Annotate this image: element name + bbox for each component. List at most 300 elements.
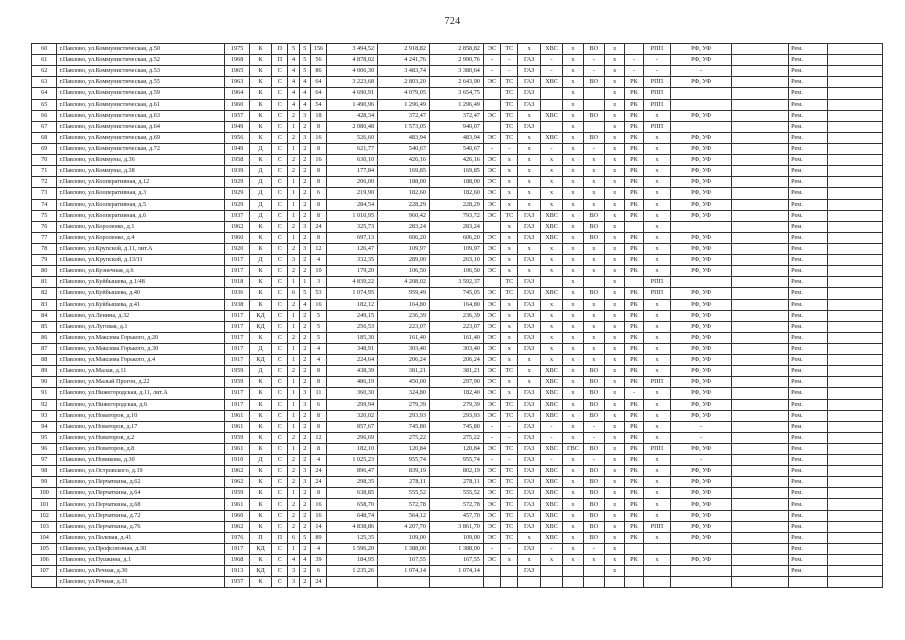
cell-u7: х [604,543,624,554]
cell-extra [827,477,882,488]
cell-addr: г.Павлово, ул.Полевая, д.41 [57,532,225,543]
cell-year: 1960 [225,232,249,243]
cell-floors: 4 [288,99,299,110]
cell-addr: г.Павлово, ул.Куйбышева, д.41 [57,299,225,310]
cell-u7: х [604,510,624,521]
cell-n: 64 [32,88,57,99]
cell-u1: ЭС [483,166,500,177]
cell-u11 [732,366,789,377]
cell-year: 1917 [225,310,249,321]
table-body [32,44,883,588]
cell-ent: 2 [299,377,310,388]
cell-floors: 2 [288,510,299,521]
cell-n: 98 [32,466,57,477]
cell-u3: х [518,143,540,154]
cell-wall: К [249,55,271,66]
cell-area_total: 428,34 [327,110,378,121]
table-row [32,355,883,366]
cell-u10: РФ, УФ [671,77,732,88]
cell-year: 1961 [225,410,249,421]
cell-wall: К [249,521,271,532]
cell-u9: х [643,243,670,254]
cell-u9: х [643,399,670,410]
cell-u5: х [563,199,583,210]
cell-ent: 2 [299,455,310,466]
cell-u8: РК [625,188,643,199]
cell-u11 [732,177,789,188]
cell-extra [827,77,882,88]
cell-state: Рем. [789,110,828,121]
cell-u5: х [563,221,583,232]
cell-u5: х [563,77,583,88]
cell-area_res: 297,90 [429,377,483,388]
cell-u6: - [583,66,604,77]
cell-u9: х [643,188,670,199]
cell-type: С [272,77,288,88]
cell-u2: ТС [501,488,518,499]
cell-area_res: 182,40 [429,388,483,399]
cell-area_living: 745,80 [378,421,430,432]
cell-u10: РФ, УФ [671,477,732,488]
cell-type: С [272,221,288,232]
cell-apts: 53 [310,288,326,299]
cell-state: Рем. [789,243,828,254]
cell-area_total: 360,30 [327,388,378,399]
cell-year: 1961 [225,499,249,510]
cell-year: 1965 [225,66,249,77]
cell-addr: г.Павлово, ул.Островского, д.19 [57,466,225,477]
cell-wall: КД [249,566,271,577]
cell-u3: ГАЗ [518,221,540,232]
cell-u5: х [563,488,583,499]
cell-area_res: 745,05 [429,288,483,299]
cell-u3: ГАЗ [518,499,540,510]
cell-floors: 4 [288,66,299,77]
table-row [32,110,883,121]
cell-u8: РК [625,488,643,499]
cell-extra [827,66,882,77]
cell-apts: 8 [310,143,326,154]
cell-floors: 3 [288,255,299,266]
cell-u3: ГАЗ [518,455,540,466]
cell-state: Рем. [789,310,828,321]
cell-type: С [272,310,288,321]
cell-year: 1968 [225,55,249,66]
cell-extra [827,255,882,266]
cell-u8: РК [625,421,643,432]
cell-u8: РК [625,499,643,510]
cell-addr: г.Павлово, ул.Коммунистическая, д.55 [57,77,225,88]
cell-year: 1937 [225,210,249,221]
cell-area_living: 426,16 [378,155,430,166]
cell-u9: х [643,255,670,266]
cell-u1: - [483,55,500,66]
cell-u3: ГАЗ [518,466,540,477]
cell-u5: х [563,243,583,254]
cell-n: 70 [32,155,57,166]
cell-u11 [732,66,789,77]
cell-u7: х [604,443,624,454]
cell-wall: К [249,121,271,132]
cell-extra [827,232,882,243]
cell-u4: - [540,432,562,443]
cell-u10 [671,566,732,577]
cell-u2: ТС [501,521,518,532]
cell-wall: К [249,266,271,277]
cell-u10: РФ, УФ [671,143,732,154]
cell-u11 [732,210,789,221]
cell-u3: х [518,555,540,566]
cell-area_res: 3 654,75 [429,88,483,99]
cell-ent: 2 [299,421,310,432]
cell-u4: х [540,199,562,210]
cell-area_living: 3 483,74 [378,66,430,77]
cell-u1: ЭС [483,332,500,343]
cell-extra [827,155,882,166]
cell-type: С [272,255,288,266]
cell-area_res: 167,55 [429,555,483,566]
cell-extra [827,566,882,577]
cell-year: 1938 [225,299,249,310]
cell-u8: РК [625,143,643,154]
cell-area_living: 540,67 [378,143,430,154]
cell-year: 1959 [225,366,249,377]
cell-u1: ЭС [483,443,500,454]
cell-u5: х [563,132,583,143]
cell-ent: 3 [299,110,310,121]
cell-type: С [272,277,288,288]
cell-extra [827,299,882,310]
cell-u7: х [604,366,624,377]
cell-u5: х [563,155,583,166]
cell-wall: КД [249,355,271,366]
cell-type: С [272,399,288,410]
cell-area_total: 320,02 [327,410,378,421]
cell-u6: х [583,166,604,177]
cell-u2: х [501,310,518,321]
cell-u6: ВО [583,44,604,55]
cell-u8: РК [625,132,643,143]
cell-u11 [732,432,789,443]
cell-addr: г.Павлово, ул.Перчаткина, д.68 [57,499,225,510]
cell-u7: х [604,555,624,566]
cell-u5: х [563,188,583,199]
cell-state: Рем. [789,288,828,299]
cell-u6: х [583,343,604,354]
cell-ent: 5 [299,55,310,66]
cell-area_res: 572,78 [429,499,483,510]
cell-u6 [583,277,604,288]
cell-u9: РПП [643,99,670,110]
cell-u6: ВО [583,132,604,143]
cell-wall: К [249,77,271,88]
cell-u4: ХВС [540,532,562,543]
cell-u10: РФ, УФ [671,310,732,321]
cell-u5: х [563,166,583,177]
cell-ent: 2 [299,255,310,266]
cell-area_living: 4 241,76 [378,55,430,66]
cell-extra [827,488,882,499]
cell-wall: Д [249,210,271,221]
cell-u3: ГАЗ [518,477,540,488]
cell-u5: х [563,110,583,121]
cell-wall: К [249,432,271,443]
cell-area_res: 802,19 [429,466,483,477]
cell-wall: КД [249,321,271,332]
cell-u3: ГАЗ [518,388,540,399]
cell-u7: х [604,155,624,166]
cell-addr: г.Павлово, ул.Перчаткина, д.64 [57,488,225,499]
cell-u9: РПП [643,77,670,88]
cell-n: 83 [32,299,57,310]
cell-apts: 16 [310,499,326,510]
table-row [32,199,883,210]
cell-u11 [732,399,789,410]
cell-u11 [732,421,789,432]
cell-floors: 1 [288,232,299,243]
cell-year: 1929 [225,188,249,199]
cell-n: 66 [32,110,57,121]
cell-u7: х [604,488,624,499]
cell-u6: - [583,432,604,443]
cell-u11 [732,377,789,388]
cell-area_total: 206,00 [327,177,378,188]
cell-wall: Д [249,255,271,266]
cell-ent: 3 [299,466,310,477]
cell-u8: - [625,55,643,66]
table-row [32,66,883,77]
cell-u2: ТС [501,499,518,510]
cell-area_living: 450,00 [378,377,430,388]
cell-u10: РФ, УФ [671,443,732,454]
cell-type: С [272,466,288,477]
cell-apts: 5 [310,310,326,321]
cell-type: С [272,143,288,154]
cell-type: С [272,66,288,77]
cell-u11 [732,499,789,510]
cell-area_living: 279,39 [378,399,430,410]
cell-extra [827,166,882,177]
cell-area_total: 3 223,68 [327,77,378,88]
cell-ent: 5 [299,44,310,55]
cell-u2: - [501,143,518,154]
cell-u1: - [483,543,500,554]
cell-area_living: 839,19 [378,466,430,477]
cell-u5: х [563,521,583,532]
cell-floors: 1 [288,421,299,432]
cell-u2: х [501,266,518,277]
cell-u6: ВО [583,532,604,543]
cell-extra [827,177,882,188]
table-row [32,332,883,343]
cell-u7: х [604,232,624,243]
table-row [32,443,883,454]
cell-u8: - [625,388,643,399]
cell-u10: РФ, УФ [671,332,732,343]
cell-apts: 6 [310,399,326,410]
cell-state: Рем. [789,566,828,577]
cell-extra [827,132,882,143]
table-row [32,266,883,277]
cell-area_total: 621,77 [327,143,378,154]
cell-u8: РК [625,166,643,177]
cell-type: С [272,99,288,110]
cell-u9: х [643,388,670,399]
cell-apts: 14 [310,521,326,532]
cell-u1: ЭС [483,410,500,421]
cell-state: Рем. [789,432,828,443]
cell-type: С [272,377,288,388]
table-row [32,466,883,477]
cell-u6: - [583,421,604,432]
cell-floors: 2 [288,455,299,466]
cell-n: 101 [32,499,57,510]
cell-u6 [583,566,604,577]
cell-u8: РК [625,199,643,210]
cell-u9: РПП [643,521,670,532]
table-row [32,299,883,310]
cell-state: Рем. [789,299,828,310]
cell-area_living: 324,80 [378,388,430,399]
cell-ent: 2 [299,177,310,188]
cell-addr: г.Павлово, ул.Крупской, д.13/11 [57,255,225,266]
cell-u5: х [563,332,583,343]
cell-u4: х [540,255,562,266]
cell-u8: РК [625,77,643,88]
cell-extra [827,443,882,454]
cell-floors: 1 [288,277,299,288]
cell-u11 [732,266,789,277]
cell-area_res: 223,07 [429,321,483,332]
cell-u2: х [501,321,518,332]
cell-u4: ХВС [540,366,562,377]
cell-floors: 2 [288,166,299,177]
cell-area_res: 2 643,90 [429,77,483,88]
cell-wall: К [249,155,271,166]
cell-state: Рем. [789,388,828,399]
cell-floors: 1 [288,321,299,332]
cell-apts: 24 [310,221,326,232]
cell-u11 [732,532,789,543]
cell-state: Рем. [789,99,828,110]
cell-u3: ГАЗ [518,566,540,577]
cell-addr: г.Павлово, ул.Максима Горького, д.20 [57,332,225,343]
cell-u4: х [540,299,562,310]
cell-apts: 24 [310,477,326,488]
cell-extra [827,366,882,377]
cell-extra [827,266,882,277]
cell-state: Рем. [789,210,828,221]
cell-area_living: 2 918,82 [378,44,430,55]
cell-u8: РК [625,321,643,332]
table-row [32,510,883,521]
cell-u1: ЭС [483,299,500,310]
cell-u3: х [518,44,540,55]
cell-u6: х [583,355,604,366]
cell-state: Рем. [789,521,828,532]
cell-type: С [272,555,288,566]
cell-u10 [671,277,732,288]
cell-area_total: 4 839,22 [327,277,378,288]
cell-type: С [272,332,288,343]
cell-u2: ТС [501,477,518,488]
cell-u1: ЭС [483,77,500,88]
cell-floors: 2 [288,332,299,343]
cell-u4: х [540,188,562,199]
cell-area_total: 184,95 [327,555,378,566]
cell-u4: х [540,266,562,277]
cell-u6 [583,577,604,588]
cell-u11 [732,510,789,521]
cell-u9: РПП [643,288,670,299]
cell-u11 [732,132,789,143]
cell-area_res: 555,52 [429,488,483,499]
cell-u1: - [483,143,500,154]
cell-area_res: 1 296,49 [429,99,483,110]
cell-addr: г.Павлово, ул.Речная, д.31 [57,577,225,588]
cell-type: С [272,477,288,488]
cell-u7: х [604,210,624,221]
cell-addr: г.Павлово, ул.Максима Горького, д.4 [57,355,225,366]
cell-year: 1913 [225,566,249,577]
cell-u1: ЭС [483,477,500,488]
cell-u2: - [501,55,518,66]
cell-type: С [272,88,288,99]
cell-u1: ЭС [483,488,500,499]
cell-area_res: 940,07 [429,121,483,132]
table-row [32,77,883,88]
cell-state: Рем. [789,488,828,499]
cell-u6: ВО [583,210,604,221]
cell-u8: РК [625,177,643,188]
cell-u7: х [604,266,624,277]
table-row [32,377,883,388]
cell-u9: х [643,432,670,443]
cell-area_total: 125,35 [327,532,378,543]
cell-u10: - [671,455,732,466]
cell-wall: Д [249,177,271,188]
cell-u8: РК [625,555,643,566]
cell-u3: ГАЗ [518,288,540,299]
cell-type: С [272,121,288,132]
cell-state: Рем. [789,221,828,232]
cell-addr: г.Павлово, ул.Коммунистическая, д.59 [57,88,225,99]
cell-u7: х [604,477,624,488]
cell-state: Рем. [789,188,828,199]
cell-area_total: 219,90 [327,188,378,199]
cell-addr: г.Павлово, ул.Кооперативная, д.5 [57,199,225,210]
cell-u2: х [501,188,518,199]
cell-floors: 1 [288,199,299,210]
cell-area_total: 1 074,95 [327,288,378,299]
cell-ent: 2 [299,443,310,454]
cell-floors: 1 [288,188,299,199]
cell-area_living: 167,55 [378,555,430,566]
cell-u4: х [540,155,562,166]
cell-year: 1917 [225,321,249,332]
cell-u1: ЭС [483,555,500,566]
cell-state: Рем. [789,466,828,477]
cell-area_total: 179,20 [327,266,378,277]
cell-u11 [732,477,789,488]
table-row [32,188,883,199]
cell-addr: г.Павлово, ул.Коммунистическая, д.52 [57,55,225,66]
cell-u6: х [583,243,604,254]
cell-area_res: 109,00 [429,532,483,543]
cell-apts: 8 [310,488,326,499]
cell-area_res: 2 990,76 [429,55,483,66]
cell-u4 [540,99,562,110]
